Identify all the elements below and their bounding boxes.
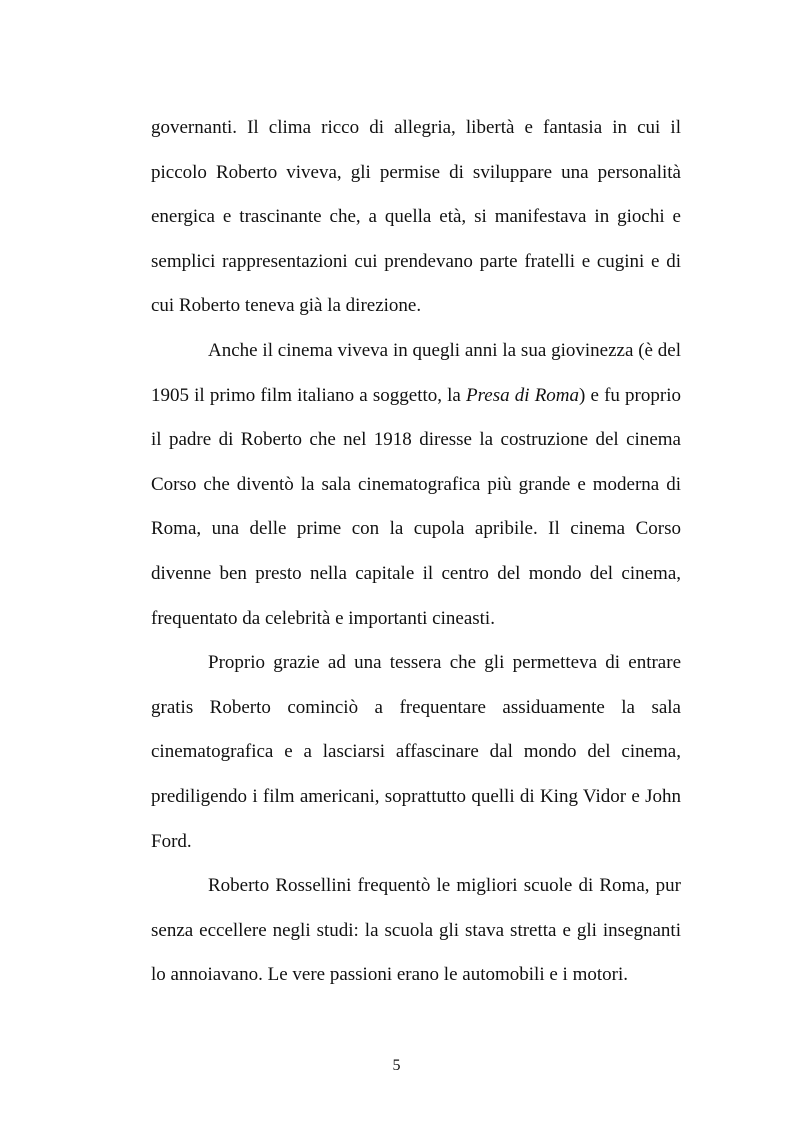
paragraph-2-text-start: Anche il cinema viveva in quegli anni la sua giovinezza (è del 1905 il primo film italiano a soggetto, la xyxy=(151,339,681,406)
paragraph-2-text-end: ) e fu proprio il padre di Roberto che nel 1918 diresse la costruzione del cinema Corso che diventò la sala cinematografica più grande e moderna di Roma, una delle prime con la cupola apribile. Il cinema Corso divenne ben presto nella capitale il centro del mondo del cinema, frequentato da celebrità e importanti cineasti. xyxy=(151,384,681,629)
document-body xyxy=(151,106,681,998)
page-number: 5 xyxy=(392,1057,401,1074)
film-title-italic: Presa di Roma xyxy=(466,384,580,406)
paragraph-3: Proprio grazie ad una tessera che gli permetteva di entrare gratis Roberto cominciò a frequentare assiduamente la sala cinematografica e a lasciarsi affascinare dal mondo del cinema, prediligendo i film americani, soprattutto quelli di King Vidor e John Ford. xyxy=(151,652,681,852)
paragraph-4: Roberto Rossellini frequentò le migliori scuole di Roma, pur senza eccellere negli studi: la scuola gli stava stretta e gli insegnanti lo annoiavano. Le vere passioni erano le automobili e i motori. xyxy=(151,875,681,986)
paragraph-2 xyxy=(151,329,681,641)
paragraph-1: governanti. Il clima ricco di allegria, libertà e fantasia in cui il piccolo Roberto viveva, gli permise di sviluppare una personalità energica e trascinante che, a quella età, si manifestava in giochi e semplici rappresentazioni cui prendevano parte fratelli e cugini e di cui Roberto teneva già la direzione. xyxy=(151,117,681,317)
